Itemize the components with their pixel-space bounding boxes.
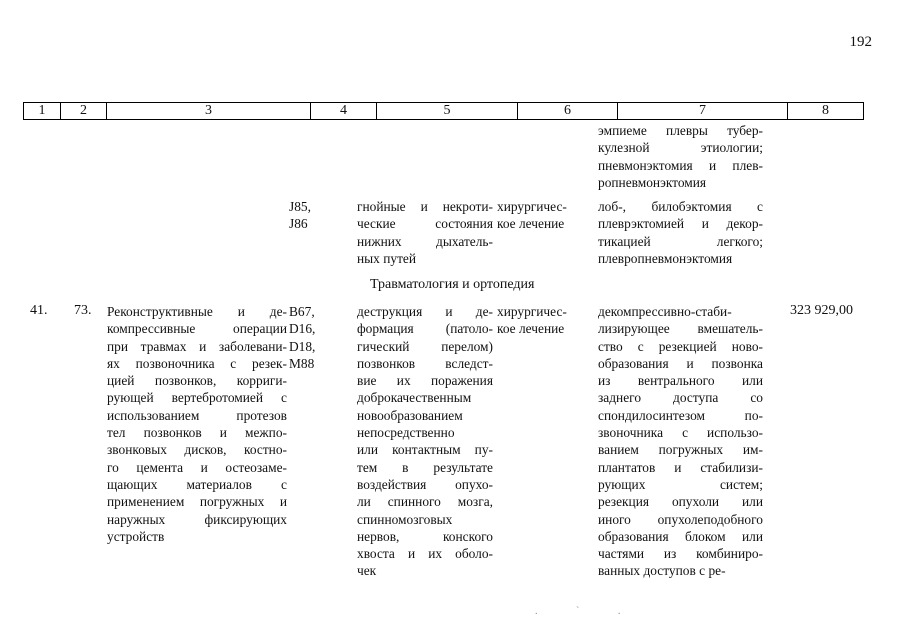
j85-col7-method [598, 198, 763, 267]
text-line: непосредственно [357, 425, 455, 441]
header-col-2: 2 [61, 103, 107, 119]
text-line: резекция опухоли или [598, 494, 763, 510]
header-col-3: 3 [107, 103, 311, 119]
text-line: звонковых дисков, костно- [107, 442, 287, 458]
text-line: чек [357, 563, 377, 579]
text-line: В67, [289, 304, 315, 319]
text-line: применением погружных и [107, 494, 287, 510]
text-line: ческие состояния [357, 216, 493, 232]
text-line: лизирующее вмешатель- [598, 321, 763, 337]
text-line: формация (патоло- [357, 321, 493, 337]
scan-artifact-dots: . ` . [535, 606, 639, 617]
text-line: лоб-, билобэктомия с [598, 199, 763, 214]
text-line: кое лечение [497, 321, 565, 337]
text-line: позвонков вследст- [357, 355, 493, 371]
text-line: хирургичес- [497, 199, 567, 214]
text-line: кое лечение [497, 216, 565, 232]
text-line: тел позвонков и межпо- [107, 425, 287, 441]
row-number: 41. [30, 303, 48, 318]
text-line: спондилосинтезом по- [598, 407, 763, 423]
text-line: образования и позвонка [598, 355, 763, 371]
text-line: хвоста и их оболо- [357, 546, 493, 562]
text-line: компрессивные операции [107, 321, 287, 337]
page-number: 192 [849, 34, 872, 50]
row41-col5-diagnosis [357, 303, 493, 580]
text-line: заднего доступа со [598, 390, 763, 406]
text-line: иного опухолеподобного [598, 511, 763, 527]
continuation-col7 [598, 122, 763, 191]
text-line: нижних дыхатель- [357, 233, 493, 249]
text-line: плевропневмонэктомия [598, 250, 733, 266]
text-line: хирургичес- [497, 304, 567, 319]
text-line: плеврэктомией и декор- [598, 216, 763, 232]
text-line: при травмах и заболевани- [107, 338, 287, 354]
section-title: Травматология и ортопедия [370, 277, 535, 292]
text-line: спинномозговых [357, 511, 453, 527]
text-line: щающих материалов с [107, 476, 287, 492]
text-line: тем в результате [357, 459, 493, 475]
text-line: рующих систем; [598, 476, 763, 492]
text-line: D16, [289, 321, 316, 337]
text-line: ли спинного мозга, [357, 494, 493, 510]
text-line: рующей вертебротомией с [107, 390, 287, 406]
row41-col6-treatment [497, 303, 585, 338]
text-line: или контактным пу- [357, 442, 493, 458]
text-line: D18, [289, 338, 316, 354]
row41-col7-method [598, 303, 763, 580]
text-line: вие их поражения [357, 373, 493, 389]
text-line: деструкция и де- [357, 304, 493, 319]
text-line: ях позвоночника с резек- [107, 355, 287, 371]
text-line: образования блоком или [598, 528, 763, 544]
text-line: J85, [289, 199, 311, 214]
text-line: тикацией легкого; [598, 233, 763, 249]
text-line: ство с резекцией ново- [598, 338, 763, 354]
text-line: кулезной этиологии; [598, 140, 763, 156]
text-line: нервов, конского [357, 528, 493, 544]
text-line: плантатов и стабилизи- [598, 459, 763, 475]
header-col-5: 5 [377, 103, 518, 119]
text-line: новообразованием [357, 407, 463, 423]
j85-col5-diagnosis [357, 198, 493, 267]
text-line: гнойные и некроти- [357, 199, 493, 214]
text-line: Реконструктивные и де- [107, 304, 287, 319]
text-line: наружных фиксирующих [107, 511, 287, 527]
j85-col4-codes [289, 198, 329, 233]
text-line: J86 [289, 216, 308, 232]
group-number: 73. [74, 303, 92, 318]
text-line: из вентрального или [598, 373, 763, 389]
table-header-row [23, 102, 864, 120]
text-line: звоночника с использо- [598, 425, 763, 441]
header-col-6: 6 [518, 103, 618, 119]
text-line: устройств [107, 528, 165, 544]
text-line: ных путей [357, 250, 417, 266]
text-line: гический перелом) [357, 338, 493, 354]
text-line: цией позвонков, корриги- [107, 373, 287, 389]
header-col-7: 7 [618, 103, 788, 119]
row41-price: 323 929,00 [790, 303, 853, 318]
text-line: ванием погружных им- [598, 442, 763, 458]
text-line: ванных доступов с ре- [598, 563, 726, 579]
text-line: го цемента и остеозаме- [107, 459, 287, 475]
text-line: пневмонэктомия и плев- [598, 157, 763, 173]
text-line: декомпрессивно-стаби- [598, 304, 732, 319]
text-line: M88 [289, 355, 315, 371]
header-col-1: 1 [24, 103, 61, 119]
header-col-8: 8 [822, 103, 829, 118]
header-col-4: 4 [311, 103, 377, 119]
text-line: воздействия опухо- [357, 476, 493, 492]
text-line: эмпиеме плевры тубер- [598, 123, 763, 138]
text-line: использованием протезов [107, 407, 287, 423]
text-line: частями из комбиниро- [598, 546, 763, 562]
row41-col3-procedure [107, 303, 287, 545]
row41-col4-codes [289, 303, 329, 372]
j85-col6-treatment [497, 198, 585, 233]
text-line: доброкачественным [357, 390, 472, 406]
text-line: ропневмонэктомия [598, 174, 707, 190]
